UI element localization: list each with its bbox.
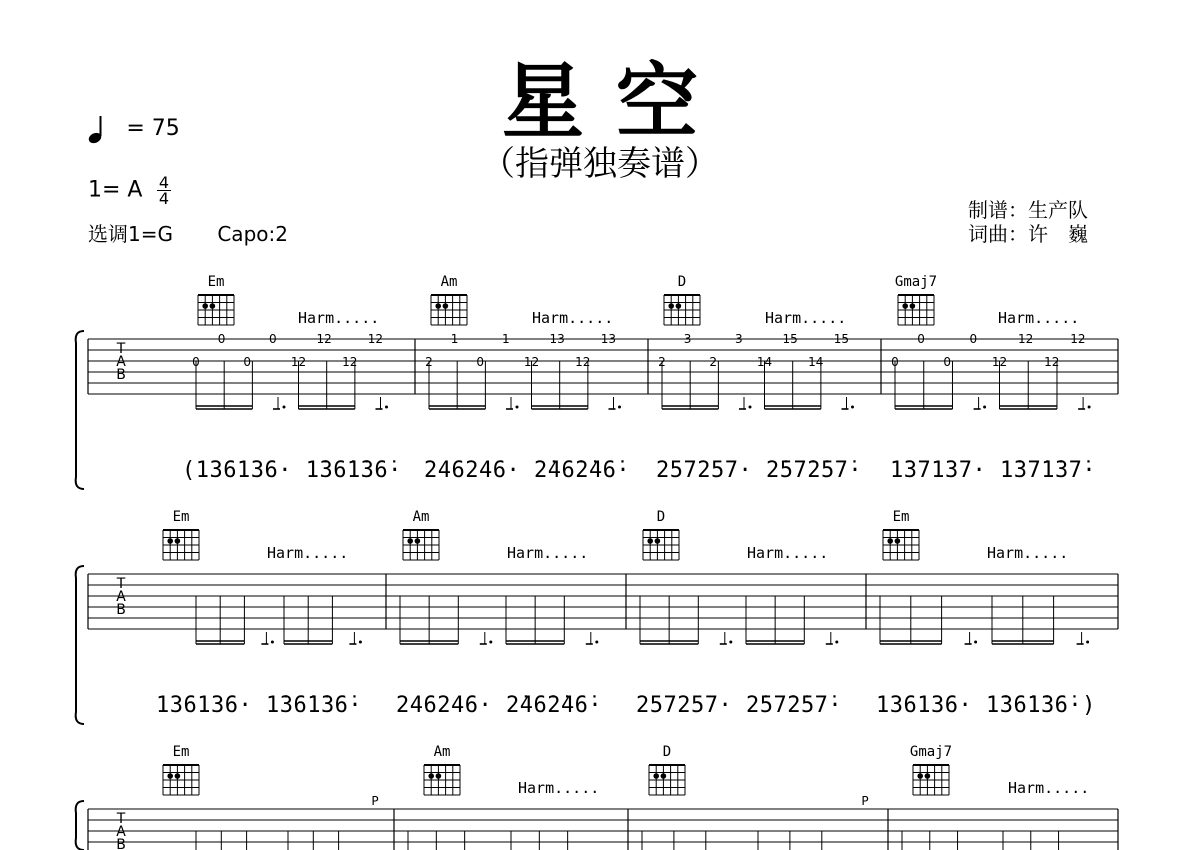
dot <box>385 406 388 409</box>
chord-name: Em <box>207 274 225 290</box>
fret-number: 2 <box>709 355 718 369</box>
dot <box>516 406 519 409</box>
chord-finger-dot <box>655 538 661 544</box>
chord-finger-dot <box>210 303 216 309</box>
dot <box>489 641 492 644</box>
chord-finger-dot <box>910 303 916 309</box>
tab-clef-letter: B <box>116 367 126 383</box>
chord-name: Gmaj7 <box>909 744 953 760</box>
chord-finger-dot <box>167 538 173 544</box>
fret-number: 12 <box>367 332 384 346</box>
capo: Capo:2 <box>217 222 288 246</box>
harmonic-label: Harm..... <box>532 309 614 327</box>
fret-number: 12 <box>1044 355 1060 369</box>
fret-number: 1 <box>450 332 459 346</box>
fret-number: 0 <box>476 355 485 369</box>
harmonic-label: Harm..... <box>518 779 600 797</box>
dot <box>1088 406 1091 409</box>
harmonic-label: Harm..... <box>1008 779 1090 797</box>
chord-finger-dot <box>175 773 181 779</box>
system-bracket <box>76 331 84 489</box>
chord-name: Am <box>433 744 451 760</box>
dot <box>835 641 838 644</box>
system-bracket <box>76 566 84 724</box>
dot <box>618 406 621 409</box>
fret-number: 12 <box>1017 332 1034 346</box>
dot <box>729 641 732 644</box>
fret-number: 0 <box>969 332 978 346</box>
jianpu-bar: 136136· 1̇36̇1̇36̇· <box>156 693 363 718</box>
harmonic-label: Harm..... <box>987 544 1069 562</box>
fret-number: 12 <box>290 355 307 369</box>
chord-finger-dot <box>895 538 901 544</box>
chord-finger-dot <box>436 773 442 779</box>
pull-off-marking: P <box>371 794 379 808</box>
fret-number: 0 <box>943 355 952 369</box>
fret-number: 2 <box>425 355 433 369</box>
tab-clef-letter: B <box>116 602 126 618</box>
fret-number: 0 <box>243 355 252 369</box>
chord-name: Am <box>440 274 458 290</box>
chord-finger-dot <box>415 538 421 544</box>
harmonic-label: Harm..... <box>765 309 847 327</box>
fret-number: 1 <box>502 332 510 346</box>
fret-number: 0 <box>917 332 925 346</box>
tab-clef-letter: T <box>116 341 126 357</box>
harmonic-label: Harm..... <box>998 309 1080 327</box>
chord-name: D <box>677 274 687 290</box>
chord-name: D <box>656 509 666 525</box>
dot <box>749 406 752 409</box>
chord-name: Gmaj7 <box>894 274 938 290</box>
chord-name: Em <box>172 509 190 525</box>
harmonic-label: Harm..... <box>507 544 589 562</box>
chord-finger-dot <box>428 773 434 779</box>
jianpu-bar: 257257· 2̇57̇2̇57̇· <box>656 458 863 483</box>
select-key: 选调1=G <box>88 222 173 246</box>
chord-finger-dot <box>407 538 413 544</box>
fret-number: 12 <box>523 355 540 369</box>
jianpu-bar: 246246· 2̇46̇2̇46̇· <box>396 693 603 718</box>
fret-number: 0 <box>269 332 277 346</box>
chord-name: Am <box>412 509 430 525</box>
chord-finger-dot <box>661 773 667 779</box>
tab-clef-letter: T <box>116 811 126 827</box>
chord-name: Em <box>172 744 190 760</box>
fret-number: 12 <box>342 355 358 369</box>
fret-number: 13 <box>600 332 617 346</box>
dot <box>283 406 286 409</box>
chord-finger-dot <box>435 303 441 309</box>
chord-finger-dot <box>925 773 931 779</box>
song-title: 星空 <box>501 55 730 150</box>
chord-finger-dot <box>653 773 659 779</box>
fret-number: 15 <box>782 332 798 346</box>
time-sig-bottom: 4 <box>158 189 170 208</box>
harmonic-label: Harm..... <box>298 309 380 327</box>
jianpu-bar: 246246· 2̇46̇2̇46̇· <box>424 458 631 483</box>
fret-number: 14 <box>808 355 824 369</box>
fret-number: 3 <box>735 332 743 346</box>
credit-transcriber: 制谱：生产队 <box>968 198 1088 222</box>
dot <box>1086 641 1089 644</box>
tab-clef-letter: A <box>116 354 126 370</box>
chord-finger-dot <box>676 303 682 309</box>
fret-number: 12 <box>1070 332 1086 346</box>
chord-name: D <box>662 744 672 760</box>
system-bracket <box>76 801 84 850</box>
dot <box>974 641 977 644</box>
chord-finger-dot <box>202 303 208 309</box>
song-subtitle: （指弹独奏谱） <box>481 144 719 184</box>
chord-finger-dot <box>175 538 181 544</box>
fret-number: 14 <box>756 355 773 369</box>
chord-finger-dot <box>443 303 449 309</box>
tempo-value: = 75 <box>126 115 180 141</box>
dot <box>851 406 854 409</box>
fret-number: 2 <box>658 355 666 369</box>
chord-finger-dot <box>917 773 923 779</box>
dot <box>359 641 362 644</box>
jianpu-bar: 137137· 1̇37̇1̇37̇· <box>890 458 1097 483</box>
chord-finger-dot <box>668 303 674 309</box>
fret-number: 15 <box>833 332 850 346</box>
tab-clef-letter: T <box>116 576 126 592</box>
dot <box>595 641 598 644</box>
dot <box>983 406 986 409</box>
fret-number: 12 <box>575 355 591 369</box>
fret-number: 12 <box>991 355 1008 369</box>
dot <box>271 641 274 644</box>
fret-number: 0 <box>192 355 200 369</box>
fret-number: 13 <box>549 332 565 346</box>
chord-finger-dot <box>902 303 908 309</box>
tab-clef-letter: A <box>116 589 126 605</box>
chord-finger-dot <box>887 538 893 544</box>
jianpu-bar: 257257· 2̇57̇2̇57̇· <box>636 693 843 718</box>
jianpu-bar: 136136· 1̇36̇1̇36̇·) <box>876 693 1096 718</box>
harmonic-label: Harm..... <box>267 544 349 562</box>
chord-finger-dot <box>647 538 653 544</box>
fret-number: 3 <box>683 332 692 346</box>
tab-clef-letter: B <box>116 837 126 850</box>
jianpu-bar: (136136· 1̇36̇1̇36̇· <box>182 458 402 483</box>
fret-number: 12 <box>316 332 332 346</box>
time-sig-top: 4 <box>158 173 170 192</box>
harmonic-label: Harm..... <box>747 544 829 562</box>
chord-finger-dot <box>167 773 173 779</box>
fret-number: 0 <box>217 332 226 346</box>
tab-clef-letter: A <box>116 824 126 840</box>
credit-lyrics-music: 词曲：许 巍 <box>968 222 1088 246</box>
fret-number: 0 <box>891 355 899 369</box>
chord-name: Em <box>892 509 910 525</box>
pull-off-marking: P <box>861 794 869 808</box>
key-text: 1= A <box>88 177 143 203</box>
